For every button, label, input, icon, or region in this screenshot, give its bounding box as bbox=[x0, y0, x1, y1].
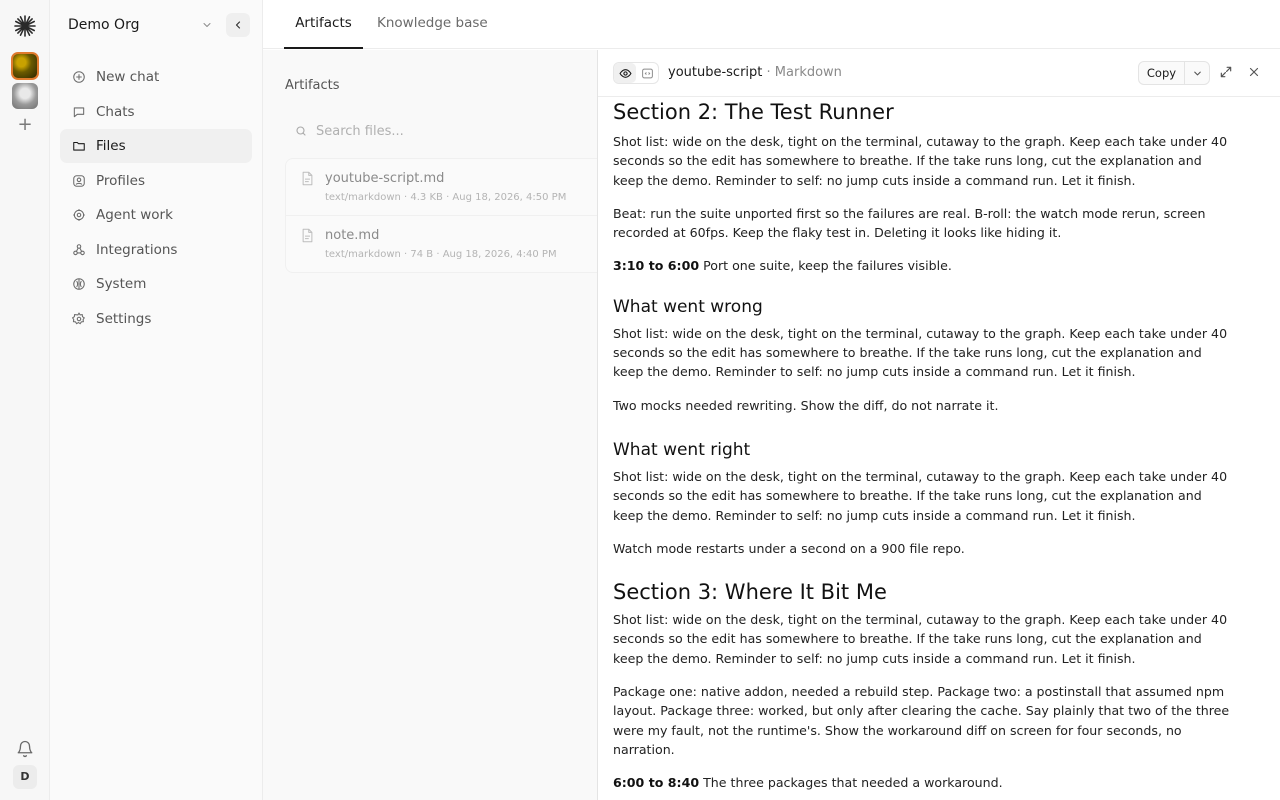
sidebar-item-files[interactable] bbox=[60, 129, 252, 163]
timestamp-line bbox=[613, 773, 1235, 792]
integrations-icon bbox=[72, 243, 86, 257]
file-icon bbox=[301, 228, 314, 243]
org-avatar-secondary[interactable] bbox=[12, 83, 38, 109]
logo-icon bbox=[13, 14, 37, 38]
search-input[interactable] bbox=[316, 124, 556, 139]
heading-section-2: Section 2: The Test Runner bbox=[613, 100, 894, 124]
paragraph: Shot list: wide on the desk, tight on the terminal, cutaway to the graph. Keep each take under 40 seconds so the edit has somewhere to breathe. If the take runs long, cut the explanation and keep the demo. Reminder to self: no jump cuts inside a command run. Let it finish. bbox=[613, 325, 1228, 380]
collapse-sidebar-button[interactable] bbox=[226, 13, 250, 37]
sidebar-item-label: Integrations bbox=[96, 241, 178, 258]
sidebar bbox=[50, 0, 263, 800]
chevron-down-icon bbox=[1192, 68, 1203, 79]
tab-artifacts[interactable]: Artifacts bbox=[284, 0, 363, 49]
timestamp-line bbox=[613, 256, 1235, 275]
main-tabs bbox=[263, 0, 1280, 49]
timestamp: 3:10 to 6:00 bbox=[613, 258, 700, 274]
system-icon bbox=[72, 277, 86, 291]
chat-bubble-icon bbox=[72, 105, 86, 119]
sidebar-item-new-chat[interactable] bbox=[60, 60, 252, 94]
heading-section-3: Section 3: Where It Bit Me bbox=[613, 580, 887, 605]
plus-circle-icon bbox=[72, 70, 86, 84]
org-switcher[interactable] bbox=[68, 14, 213, 36]
artifacts-pane bbox=[263, 50, 597, 800]
profile-icon bbox=[72, 174, 86, 188]
gear-icon bbox=[72, 312, 86, 326]
folder-icon bbox=[72, 139, 86, 153]
heading-what-went-right: What went right bbox=[613, 439, 751, 460]
file-list bbox=[285, 158, 597, 273]
sidebar-nav bbox=[60, 60, 252, 336]
chevron-left-icon bbox=[232, 19, 244, 31]
copy-button-group bbox=[1138, 61, 1210, 85]
file-icon bbox=[301, 171, 314, 186]
code-icon bbox=[641, 67, 654, 80]
source-mode-button[interactable] bbox=[636, 63, 658, 83]
add-org-button[interactable]: + bbox=[17, 114, 33, 135]
workspace-rail bbox=[0, 0, 50, 800]
paragraph: Watch mode restarts under a second on a 900 file repo. bbox=[613, 540, 965, 556]
viewer-file-type: · Markdown bbox=[762, 65, 842, 80]
org-avatar-demo[interactable] bbox=[11, 52, 39, 80]
bell-icon[interactable] bbox=[16, 740, 34, 758]
paragraph: Package one: native addon, needed a rebuild step. Package two: a postinstall that assumed npm layout. Package three: worked, but only after clearing the cache. Say plainly that two of the three were my fault, not the runtime's. Show the workaround diff on screen for four seconds, no narration. bbox=[613, 684, 1230, 757]
heading-what-went-wrong: What went wrong bbox=[613, 296, 763, 317]
paragraph: Beat: run the suite unported first so the failures are real. B-roll: the watch mode rerun, screen recorded at 60fps. Keep the flaky test in. Deleting it looks like hiding it. bbox=[613, 205, 1206, 241]
preview-mode-button[interactable] bbox=[614, 63, 636, 83]
paragraph: Two mocks needed rewriting. Show the diff, do not narrate it. bbox=[613, 397, 999, 413]
sidebar-item-label: Files bbox=[96, 138, 126, 154]
sidebar-item-system[interactable] bbox=[60, 267, 252, 301]
chevron-down-icon bbox=[201, 19, 213, 31]
sidebar-item-settings[interactable] bbox=[60, 302, 252, 336]
copy-button[interactable]: Copy bbox=[1139, 62, 1185, 84]
search-icon bbox=[295, 125, 307, 137]
paragraph: Shot list: wide on the desk, tight on the terminal, cutaway to the graph. Keep each take under 40 seconds so the edit has somewhere to breathe. If the take runs long, cut the explanation and keep the demo. Reminder to self: no jump cuts inside a command run. Let it finish. bbox=[613, 134, 1228, 188]
timestamp-text: Port one suite, keep the failures visible. bbox=[699, 258, 952, 274]
viewer-title bbox=[668, 65, 842, 80]
sidebar-item-integrations[interactable] bbox=[60, 233, 252, 267]
sidebar-item-chats[interactable] bbox=[60, 95, 252, 129]
sidebar-item-label: Settings bbox=[96, 310, 152, 327]
user-avatar[interactable]: D bbox=[13, 765, 37, 789]
markdown-content bbox=[613, 97, 1235, 800]
sidebar-item-label: New chat bbox=[96, 69, 160, 85]
artifacts-title: Artifacts bbox=[285, 78, 340, 93]
view-mode-toggle bbox=[613, 62, 659, 84]
paragraph: Shot list: wide on the desk, tight on the terminal, cutaway to the graph. Keep each take under 40 seconds so the edit has somewhere to breathe. If the take runs long, cut the explanation and keep the demo. Reminder to self: no jump cuts inside a command run. Let it finish. bbox=[613, 468, 1228, 523]
eye-icon bbox=[619, 67, 632, 80]
sidebar-item-profiles[interactable] bbox=[60, 164, 252, 198]
timestamp-text: The three packages that needed a workaround. bbox=[699, 775, 1003, 791]
search-box bbox=[285, 116, 597, 146]
paragraph: Shot list: wide on the desk, tight on the terminal, cutaway to the graph. Keep each take under 40 seconds so the edit has somewhere to breathe. If the take runs long, cut the explanation and keep the demo. Reminder to self: no jump cuts inside a command run. Let it finish. bbox=[613, 612, 1228, 666]
viewer-file-name: youtube-script bbox=[668, 65, 763, 80]
sidebar-item-label: Chats bbox=[96, 103, 135, 120]
expand-icon[interactable] bbox=[1219, 65, 1233, 79]
file-name: note.md bbox=[325, 228, 380, 243]
sidebar-item-label: Profiles bbox=[96, 172, 146, 189]
list-item[interactable] bbox=[286, 159, 597, 216]
file-meta: text/markdown · 74 B · Aug 18, 2026, 4:40 PM bbox=[325, 249, 557, 260]
agent-icon bbox=[72, 208, 86, 222]
sidebar-item-agent-work[interactable] bbox=[60, 198, 252, 232]
list-item[interactable] bbox=[286, 216, 597, 272]
sidebar-item-label: System bbox=[96, 276, 147, 292]
timestamp: 6:00 to 8:40 bbox=[613, 775, 700, 791]
file-viewer bbox=[597, 50, 1280, 800]
tab-knowledge-base[interactable]: Knowledge base bbox=[377, 15, 488, 31]
org-name: Demo Org bbox=[68, 17, 140, 33]
sidebar-item-label: Agent work bbox=[96, 207, 173, 223]
close-icon[interactable] bbox=[1247, 65, 1261, 79]
file-meta: text/markdown · 4.3 KB · Aug 18, 2026, 4:50 PM bbox=[325, 192, 567, 203]
file-name: youtube-script.md bbox=[325, 171, 445, 186]
viewer-header bbox=[598, 50, 1280, 97]
copy-options-button[interactable] bbox=[1185, 62, 1209, 84]
